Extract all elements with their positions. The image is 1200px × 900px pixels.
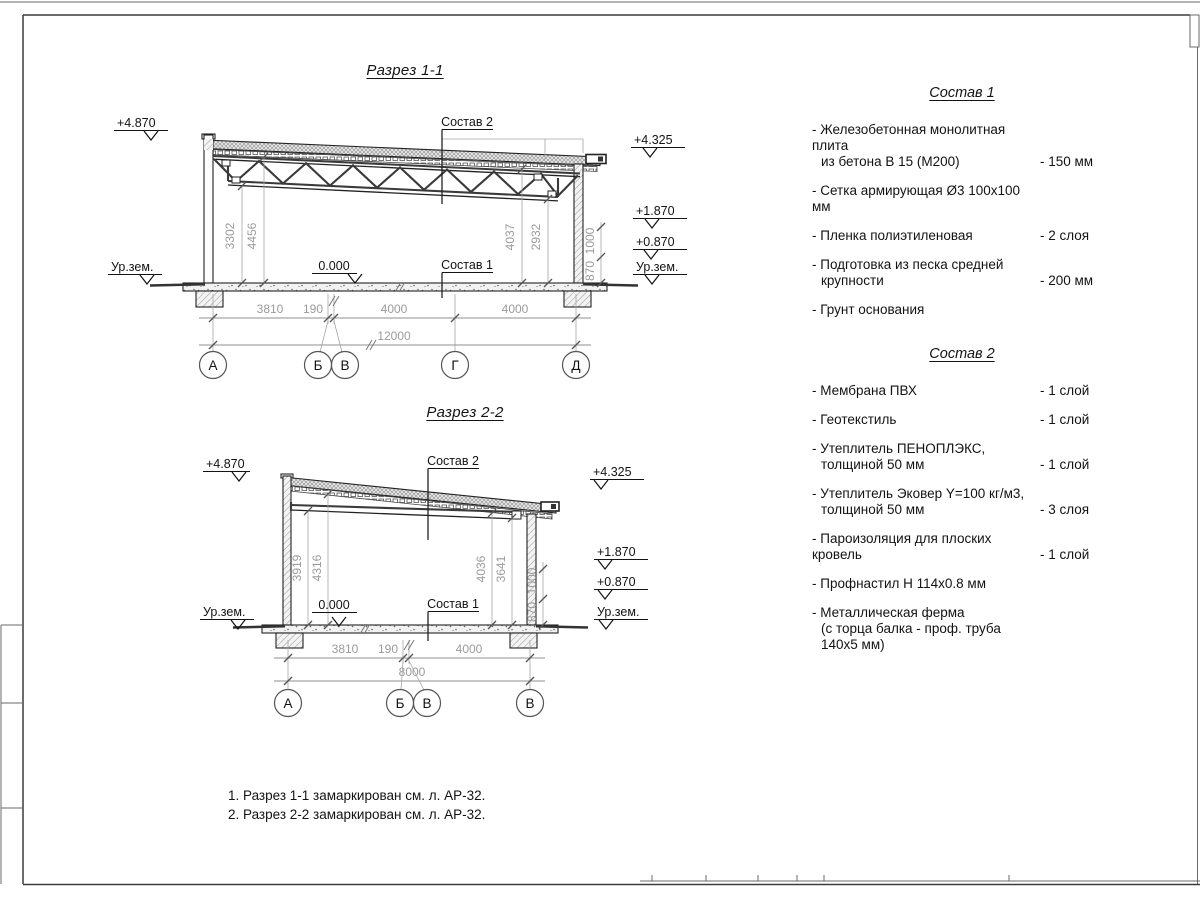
dim-wall-870: 870 xyxy=(525,601,539,623)
left-column-1 xyxy=(204,135,213,283)
section-2-title: Разрез 2-2 xyxy=(426,404,504,421)
dim-height-2: 4316 xyxy=(310,554,324,582)
material-item: - Утеплитель ПЕНОПЛЭКС, толщиной 50 мм - 1 слой xyxy=(812,441,1112,473)
elevation-marks-1 xyxy=(108,116,687,284)
sheet-notes xyxy=(228,786,485,824)
right-wall-1 xyxy=(574,164,583,283)
axis-g: Г xyxy=(451,358,459,373)
beam-bracket xyxy=(512,511,521,519)
floor-slab-1 xyxy=(183,283,607,291)
dim-height-1: 3919 xyxy=(290,554,304,582)
composition-2-list xyxy=(812,346,1112,666)
sostav1-tag: Состав 1 xyxy=(441,258,493,272)
dim-wall-1000: 1000 xyxy=(525,567,539,595)
foundation-1 xyxy=(196,291,223,307)
ground-label-left: Ур.зем. xyxy=(203,605,246,619)
section-1-title: Разрез 1-1 xyxy=(366,62,444,79)
composition-2-title: Состав 2 xyxy=(929,346,995,362)
axis-b: Б xyxy=(313,358,323,373)
truss-gusset xyxy=(232,177,240,183)
material-item: - Пароизоляция для плоских кровель - 1 слой xyxy=(812,531,1112,563)
elev-4325: +4.325 xyxy=(593,465,632,479)
material-qty: - 1 слой xyxy=(1040,383,1090,398)
foundation-2 xyxy=(276,633,303,648)
sostav1-tag: Состав 1 xyxy=(427,597,479,611)
material-item: - Геотекстиль - 1 слой xyxy=(812,412,1112,428)
material-item: - Сетка армирующая Ø3 100x100 мм xyxy=(812,183,1021,214)
elev-4870: +4.870 xyxy=(117,116,156,130)
axis-v: В xyxy=(422,696,432,711)
axis-b: Б xyxy=(395,696,405,711)
ground-line-left-1 xyxy=(150,284,205,285)
composition-1-list xyxy=(812,85,1112,331)
dim-height-3: 4036 xyxy=(474,555,488,583)
elevation-marks-2 xyxy=(200,457,648,629)
material-item: - Мембрана ПВХ - 1 слой xyxy=(812,383,1112,399)
composition-leaders-2 xyxy=(427,454,479,641)
material-item: - Подготовка из песка средней крупности - 200 мм xyxy=(812,257,1112,289)
ground-line-right-2 xyxy=(536,626,588,627)
dim-height-4: 2932 xyxy=(529,223,543,251)
material-qty: - 1 слой xyxy=(1040,547,1090,562)
material-qty: - 1 слой xyxy=(1040,412,1090,427)
dim-3810: 3810 xyxy=(331,642,359,656)
dim-height-3: 4037 xyxy=(503,223,517,251)
ground-label-left: Ур.зем. xyxy=(111,260,154,274)
dim-4000: 4000 xyxy=(455,642,483,656)
zero-level-label: 0.000 xyxy=(318,598,350,612)
section-1-drawing xyxy=(108,115,687,379)
material-qty: - 200 мм xyxy=(1040,273,1094,288)
zero-level-label: 0.000 xyxy=(318,259,350,273)
truss-gusset xyxy=(534,174,542,180)
material-item: - Пленка полиэтиленовая - 2 слоя xyxy=(812,228,1112,244)
dim-total-12000: 12000 xyxy=(377,329,411,343)
truss-gusset xyxy=(548,191,556,197)
truss-gusset xyxy=(222,160,230,166)
material-item: - Грунт основания xyxy=(812,302,925,317)
elev-1870: +1.870 xyxy=(597,545,636,559)
dim-3810: 3810 xyxy=(256,302,284,316)
section-2-drawing xyxy=(200,454,648,717)
material-qty: - 3 слоя xyxy=(1040,502,1090,517)
ground-label-right: Ур.зем. xyxy=(597,605,640,619)
axis-v: В xyxy=(340,358,350,373)
material-qty: - 1 слой xyxy=(1040,457,1090,472)
dimension-chains-1 xyxy=(199,294,591,351)
interior-dimensions-1 xyxy=(223,153,605,287)
dim-total-8000: 8000 xyxy=(398,665,426,679)
left-column-hatch-1 xyxy=(204,139,213,150)
material-qty: - 2 слоя xyxy=(1040,228,1090,243)
sostav2-tag: Состав 2 xyxy=(441,115,493,129)
axis-a: А xyxy=(208,358,218,373)
note-1: 1. Разрез 1-1 замаркирован см. л. АР-32. xyxy=(228,788,486,803)
ground-line-left-2 xyxy=(233,626,285,627)
sostav2-tag: Состав 2 xyxy=(427,454,479,468)
material-item: - Железобетонная монолитная плита из бетона В 15 (М200) - 150 мм xyxy=(812,122,1112,170)
elev-4325: +4.325 xyxy=(634,133,673,147)
foundation-1 xyxy=(564,291,591,307)
title-block-ticks xyxy=(652,875,1009,881)
elev-4870: +4.870 xyxy=(206,457,245,471)
ground-line-right-1 xyxy=(583,284,638,285)
roof-edge-plate-2 xyxy=(551,504,556,509)
left-margin-strip xyxy=(1,625,23,884)
frame-corner-box xyxy=(1190,15,1199,47)
composition-1-title: Состав 1 xyxy=(929,85,995,101)
material-item: - Металлическая ферма (с торца балка - проф. труба 140х5 мм) xyxy=(812,605,1001,652)
ground-label-right: Ур.зем. xyxy=(636,260,679,274)
roof-edge-cap-2 xyxy=(541,502,559,511)
dim-height-2: 4456 xyxy=(245,222,259,250)
dim-wall-870: 870 xyxy=(583,260,597,282)
dim-height-4: 3641 xyxy=(494,555,508,583)
dim-wall-1000: 1000 xyxy=(583,227,597,255)
axis-d: Д xyxy=(571,358,581,373)
dim-4000b: 4000 xyxy=(501,302,529,316)
elev-0870: +0.870 xyxy=(636,235,675,249)
left-wall-2 xyxy=(283,476,291,625)
dim-height-1: 3302 xyxy=(223,222,237,250)
material-item: - Профнастил Н 114х0.8 мм xyxy=(812,576,986,591)
dim-4000: 4000 xyxy=(380,302,408,316)
dimension-chains-2 xyxy=(274,640,545,690)
foundation-2 xyxy=(510,633,537,648)
material-item: - Утеплитель Эковер Y=100 кг/м3, толщиной 50 мм - 3 слоя xyxy=(812,486,1112,518)
elev-0870: +0.870 xyxy=(597,575,636,589)
roof-edge-plate-1 xyxy=(598,157,603,162)
axis-v2: В xyxy=(525,696,535,711)
material-qty: - 150 мм xyxy=(1040,154,1094,169)
axis-a: А xyxy=(283,696,293,711)
elev-1870: +1.870 xyxy=(636,204,675,218)
composition-leaders-1 xyxy=(441,115,493,298)
dim-190: 190 xyxy=(302,302,324,316)
note-2: 2. Разрез 2-2 замаркирован см. л. АР-32. xyxy=(228,807,486,822)
dim-190: 190 xyxy=(377,642,399,656)
